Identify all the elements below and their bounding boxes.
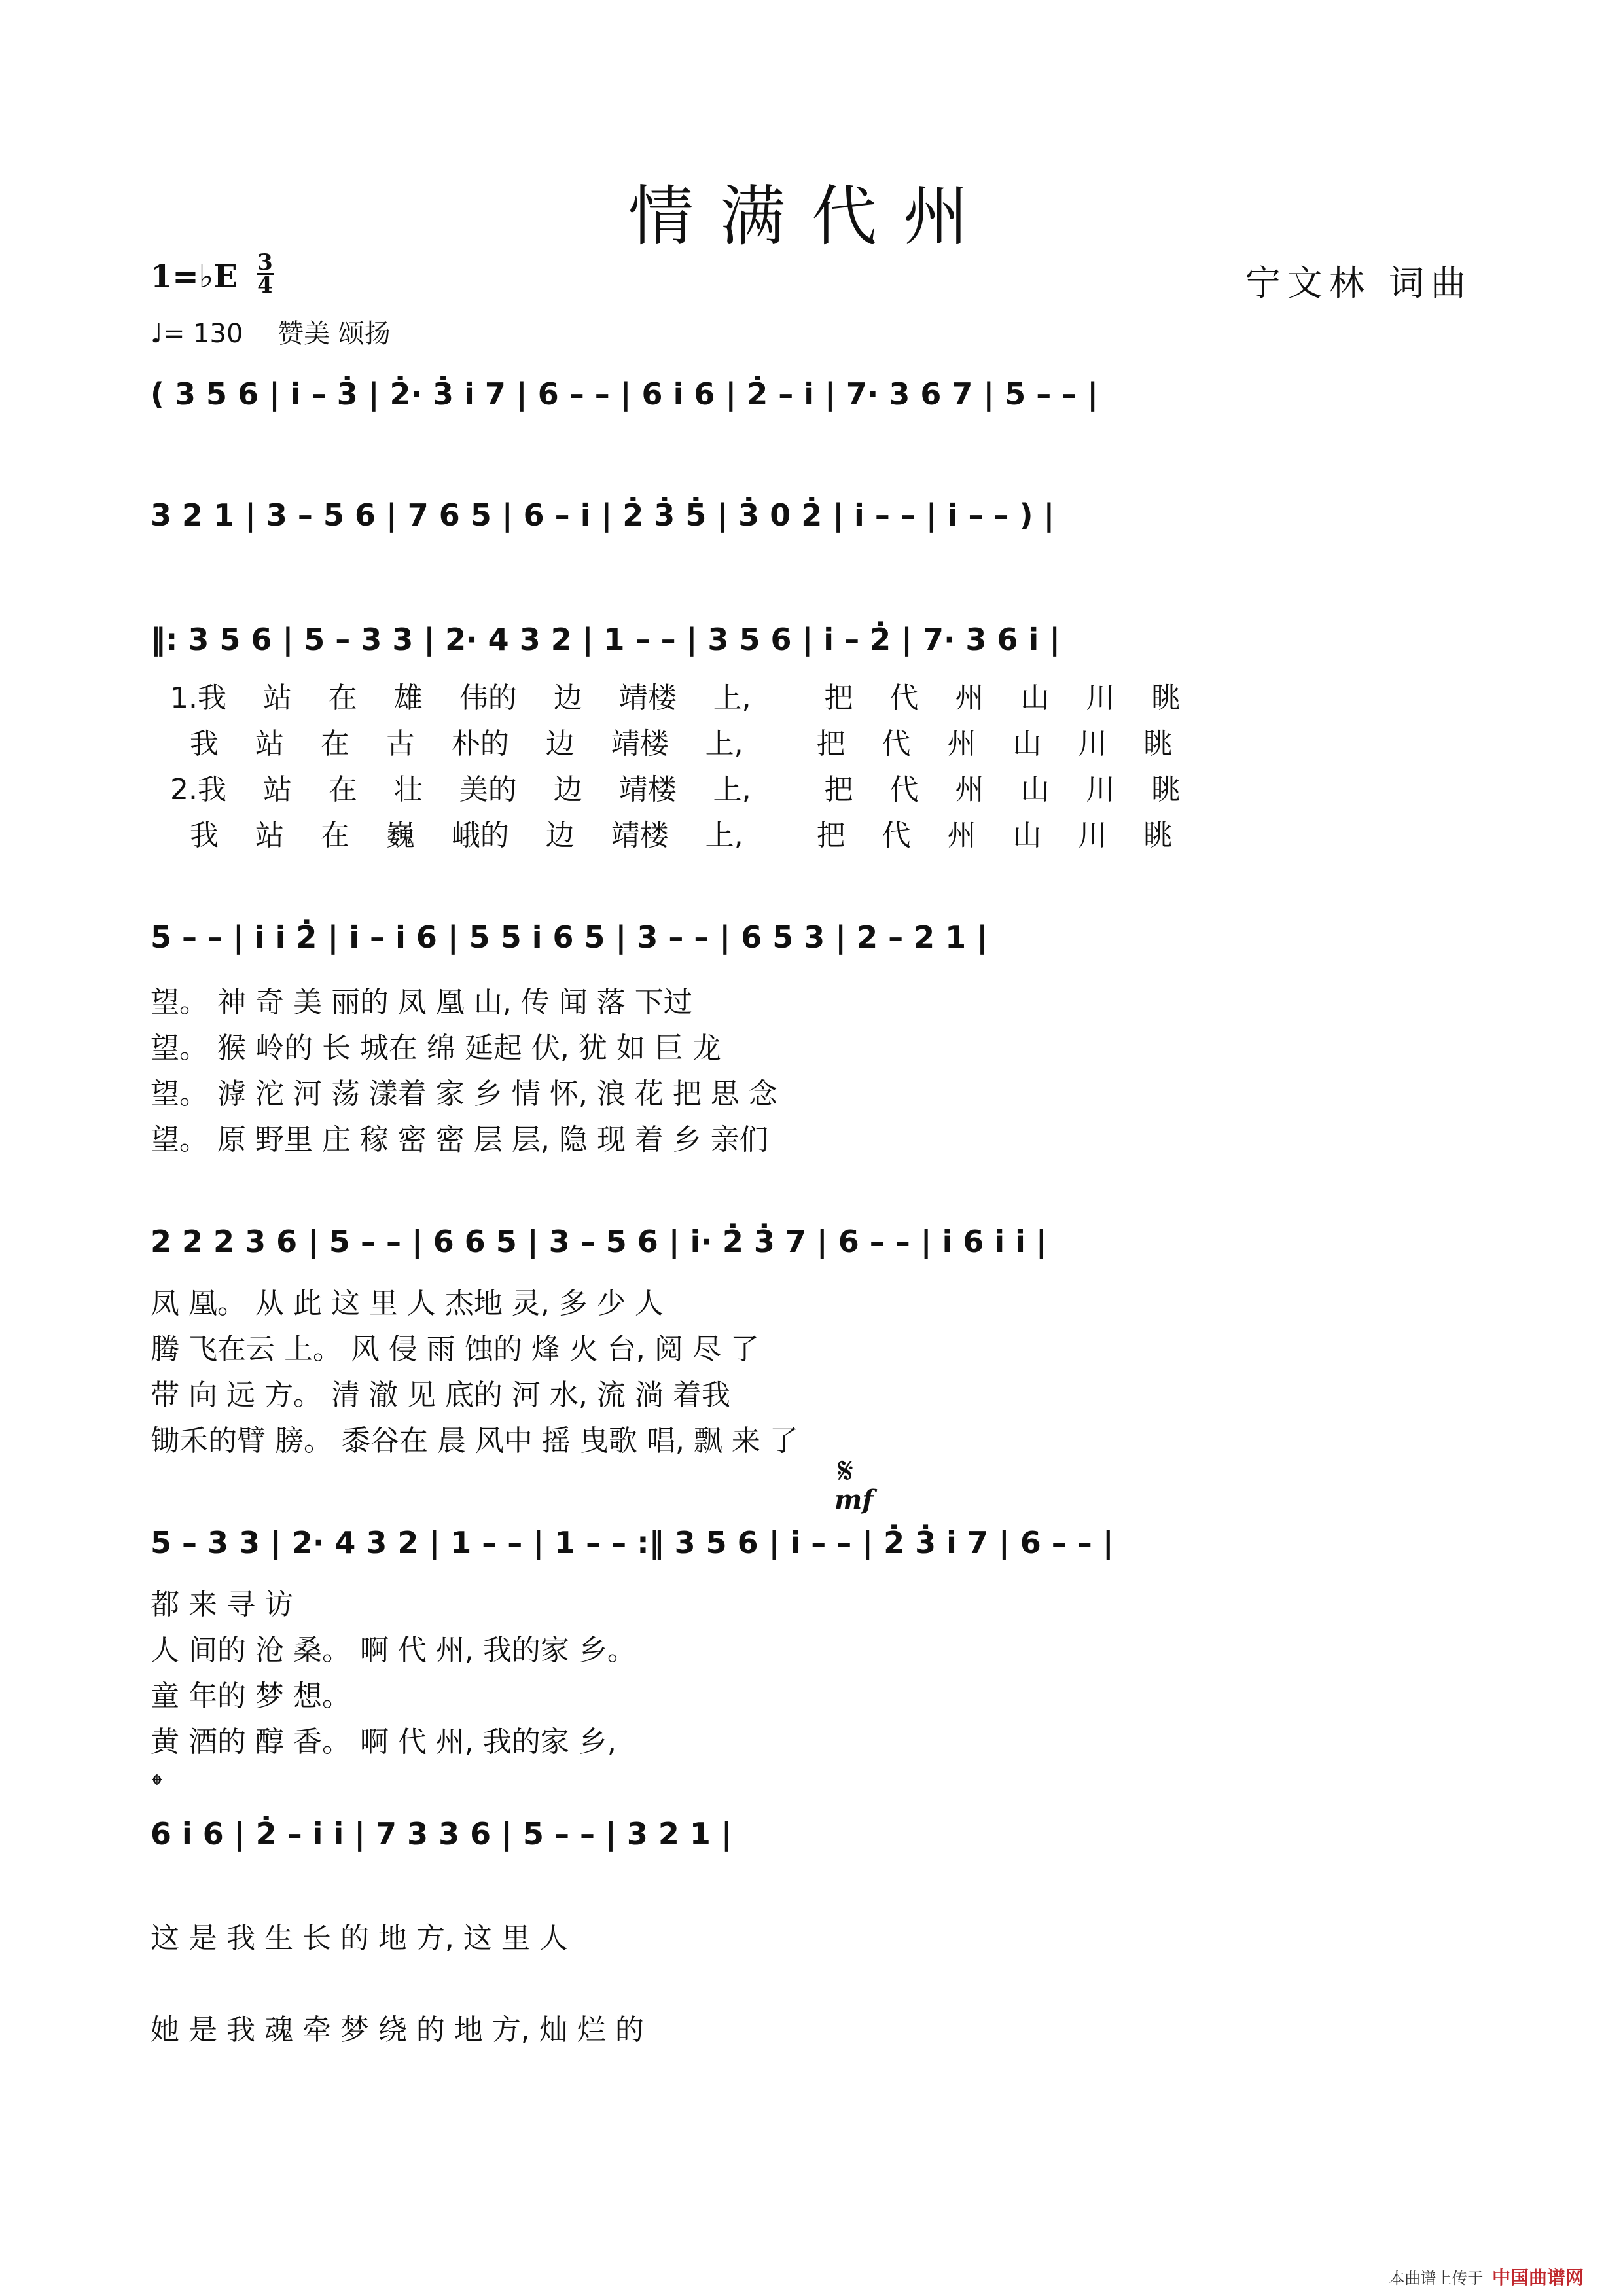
expression-marking: 赞美 颂扬 — [277, 319, 391, 349]
time-sig-top: 3 — [257, 249, 273, 276]
composer-credit: 宁文林 词曲 — [1245, 262, 1472, 304]
site-logo: 中国曲谱网 — [1491, 2267, 1584, 2288]
lyric-row-3-verse-3: 带 向 远 方。 清 澈 见 底的 河 水, 流 淌 着我 — [151, 1378, 730, 1412]
staff-system-5: 2 2 2 3 6 | 5 – – | 6 6 5 | 3 – 5 6 | i̇· 2̇ 3̇ 7 | 6 – – | i̇ 6 i̇ i̇ | — [151, 1224, 1047, 1259]
staff-system-4: 5 – – | i̇ i̇ 2̇ | i̇ – i̇ 6 | 5 5 i̇ 6 5 | 3 – – | 6 5 3 | 2 – 2 1 | — [151, 920, 988, 955]
time-signature — [257, 249, 274, 298]
lyric-row-5-verse-2: 她 是 我 魂 牵 梦 绕 的 地 方, 灿 烂 的 — [151, 2013, 644, 2047]
staff-system-6: 5 – 3 3 | 2· 4 3 2 | 1 – – | 1 – – :‖ 3 5 6 | i̇ – – | 2̇ 3̇ i̇ 7 | 6 – – | — [151, 1525, 1114, 1560]
lyric-row-2-verse-1: 望。 神 奇 美 丽的 凤 凰 山, 传 闻 落 下过 — [151, 986, 692, 1019]
tempo-marking: ♩= 130 — [151, 319, 243, 349]
song-title: 情满代州 — [628, 178, 995, 255]
lyric-row-2-verse-2: 望。 猴 岭的 长 城在 绵 延起 伏, 犹 如 巨 龙 — [151, 1031, 721, 1065]
key-signature: 1=♭E — [151, 259, 238, 295]
coda-icon: 𝄌 — [152, 1767, 162, 1803]
lyric-verse-2: 我 站 在 古 朴的 边 靖楼 上, 把 代 州 山 川 眺 — [190, 727, 1173, 761]
lyric-row-3-verse-1: 凤 凰。 从 此 这 里 人 杰地 灵, 多 少 人 — [151, 1287, 664, 1320]
segno-icon: 𝄋 — [838, 1450, 854, 1492]
lyric-row-4-verse-4: 黄 酒的 醇 香。 啊 代 州, 我的家 乡, — [151, 1725, 616, 1759]
staff-system-1: ( 3 5 6 | i̇ – 3̇ | 2̇· 3̇ i̇ 7 | 6 – – | 6 i̇ 6 | 2̇ – i̇ | 7· 3 6 7 | 5 – – | — [151, 376, 1099, 412]
staff-system-3: ‖: 3 5 6 | 5 – 3 3 | 2· 4 3 2 | 1 – – | 3 5 6 | i̇ – 2̇ | 7· 3 6 i̇ | — [151, 622, 1061, 657]
lyric-row-4-verse-2: 人 间的 沧 桑。 啊 代 州, 我的家 乡。 — [151, 1634, 636, 1667]
lyric-verse-4: 我 站 在 巍 峨的 边 靖楼 上, 把 代 州 山 川 眺 — [190, 819, 1173, 852]
lyric-row-2-verse-4: 望。 原 野里 庄 稼 密 密 层 层, 隐 现 着 乡 亲们 — [151, 1123, 768, 1157]
dynamic-mark: mf — [834, 1484, 874, 1515]
tempo-line — [151, 313, 391, 350]
staff-system-2: 3 2 1 | 3 – 5 6 | 7 6 5 | 6 – i̇ | 2̇ 3̇ 5̇ | 3̇ 0 2̇ | i̇ – – | i̇ – – ) | — [151, 497, 1055, 533]
staff-system-7: 6 i̇ 6 | 2̇ – i̇ i̇ | 7 3 3 6 | 5 – – | 3 2 1 | — [151, 1816, 732, 1852]
lyric-verse-3: 2.我 站 在 壮 美的 边 靖楼 上, 把 代 州 山 川 眺 — [170, 773, 1181, 806]
lyric-row-3-verse-2: 腾 飞在云 上。 风 侵 雨 蚀的 烽 火 台, 阅 尽 了 — [151, 1333, 759, 1366]
lyric-verse-1: 1.我 站 在 雄 伟的 边 靖楼 上, 把 代 州 山 川 眺 — [170, 681, 1181, 715]
lyric-row-5-verse-1: 这 是 我 生 长 的 地 方, 这 里 人 — [151, 1922, 568, 1955]
time-sig-bottom: 4 — [257, 272, 273, 298]
footer-watermark — [1389, 2263, 1584, 2289]
lyric-row-4-verse-1: 都 来 寻 访 — [151, 1588, 293, 1621]
lyric-row-4-verse-3: 童 年的 梦 想。 — [151, 1679, 351, 1713]
lyric-row-3-verse-4: 锄禾的臂 膀。 黍谷在 晨 风中 摇 曳歌 唱, 飘 来 了 — [151, 1424, 798, 1458]
lyric-row-2-verse-3: 望。 滹 沱 河 荡 漾着 家 乡 情 怀, 浪 花 把 思 念 — [151, 1077, 777, 1111]
footer-text: 本曲谱上传于 — [1389, 2269, 1484, 2287]
